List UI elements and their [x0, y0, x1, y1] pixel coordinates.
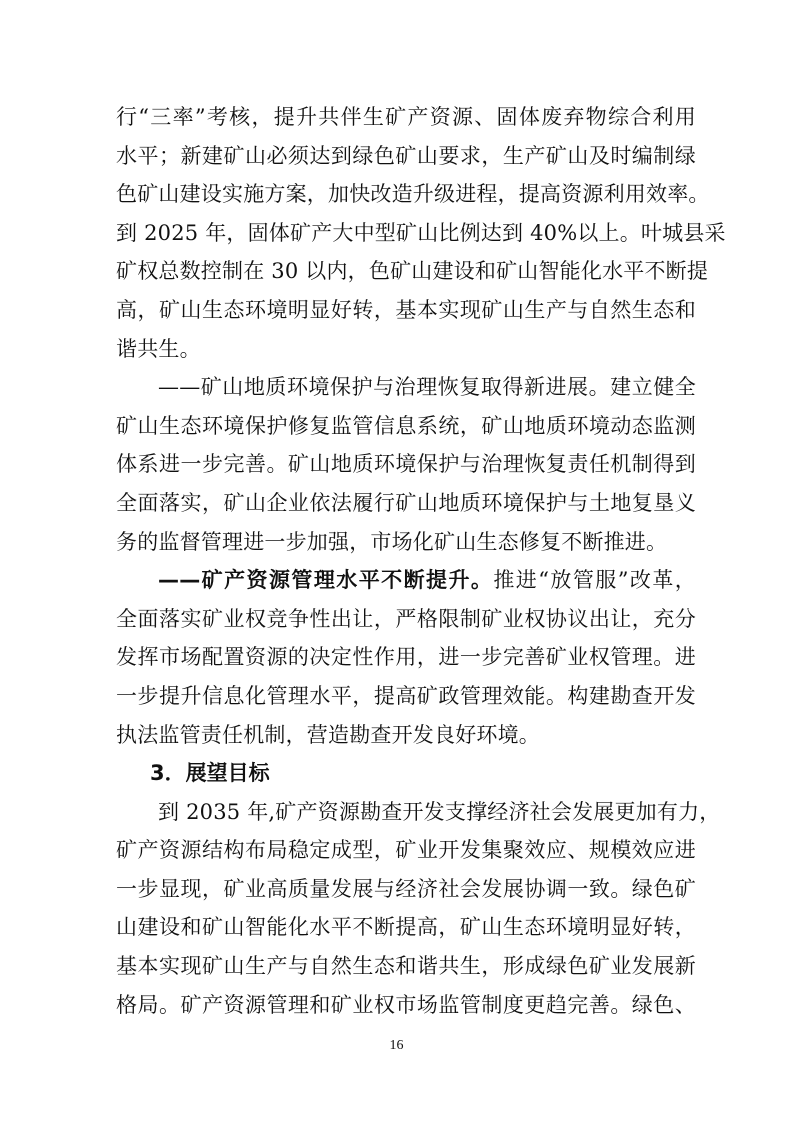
text-line: 色矿山建设实施方案，加快改造升级进程，提高资源利用效率。 — [116, 182, 710, 207]
text-line: 水平；新建矿山必须达到绿色矿山要求，生产矿山及时编制绿 — [116, 143, 696, 168]
section-heading: 3．展望目标 — [150, 761, 270, 786]
text-line: 全面落实，矿山企业依法履行矿山地质环境保护与土地复垦义 — [116, 490, 696, 515]
paragraph-1 — [116, 98, 726, 368]
text-line: 执法监管责任机制，营造勘查开发良好环境。 — [116, 722, 540, 747]
paragraph-4 — [116, 793, 721, 1025]
text-line: 务的监督管理进一步加强，市场化矿山生态修复不断推进。 — [116, 529, 668, 554]
text-line: 到 2025 年，固体矿产大中型矿山比例达到 40%以上。叶城县采 — [116, 220, 726, 245]
text-line: 全面落实矿业权竞争性出让，严格限制矿业权协议出让，充分 — [116, 606, 696, 631]
text-line: 山建设和矿山智能化水平不断提高，矿山生态环境明显好转， — [116, 915, 696, 940]
text-line: 一步提升信息化管理水平，提高矿政管理效能。构建勘查开发 — [116, 683, 696, 708]
bold-lead-text: ——矿产资源管理水平不断提升。 — [158, 568, 494, 593]
lead-rest-text: 推进“放管服”改革， — [493, 568, 696, 593]
text-line: 基本实现矿山生产与自然生态和谐共生，形成绿色矿业发展新 — [116, 954, 696, 979]
text-line: 体系进一步完善。矿山地质环境保护与治理恢复责任机制得到 — [116, 452, 696, 477]
document-body — [116, 98, 726, 1024]
paragraph-2 — [116, 368, 696, 561]
text-line: 行“三率”考核，提升共伴生矿产资源、固体废弃物综合利用 — [116, 105, 696, 129]
text-line: ——矿山地质环境保护与治理恢复取得新进展。建立健全 — [158, 375, 696, 400]
page-number: 16 — [389, 1038, 404, 1053]
text-line: 矿产资源结构布局稳定成型，矿业开发集聚效应、规模效应进 — [116, 838, 696, 863]
text-line: 到 2035 年,矿产资源勘查开发支撑经济社会发展更加有力， — [158, 799, 721, 824]
text-line: 矿权总数控制在 30 以内，色矿山建设和矿山智能化水平不断提 — [116, 259, 709, 284]
text-line: 高，矿山生态环境明显好转，基本实现矿山生产与自然生态和 — [116, 297, 696, 322]
text-line: 矿山生态环境保护修复监管信息系统，矿山地质环境动态监测 — [116, 413, 696, 438]
text-line: 一步显现，矿业高质量发展与经济社会发展协调一致。绿色矿 — [116, 876, 696, 901]
text-line: 发挥市场配置资源的决定性作用，进一步完善矿业权管理。进 — [116, 645, 696, 670]
text-line: 格局。矿产资源管理和矿业权市场监管制度更趋完善。绿色、 — [116, 992, 696, 1017]
text-line — [116, 561, 696, 600]
paragraph-3 — [116, 561, 696, 754]
text-line: 谐共生。 — [116, 336, 201, 361]
